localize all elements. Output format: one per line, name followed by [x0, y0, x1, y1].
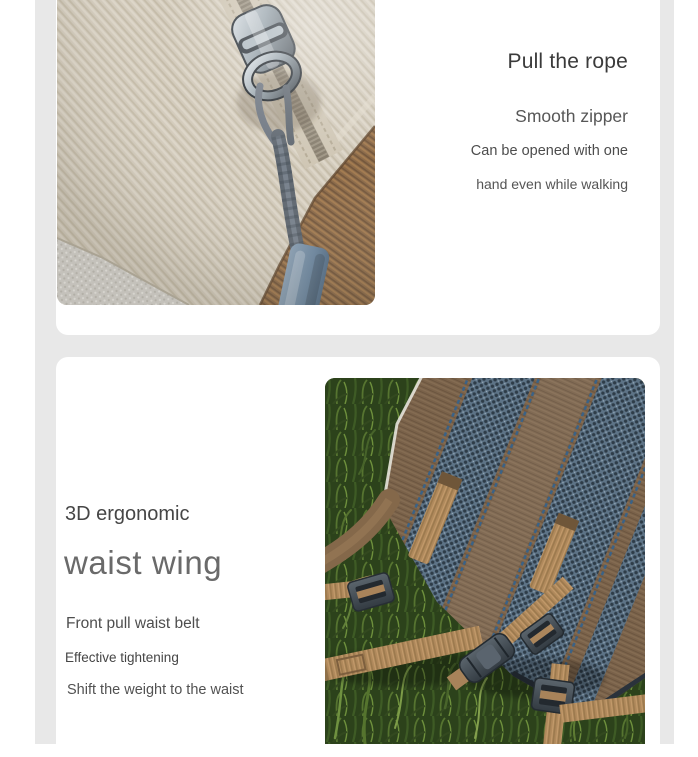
zipper-section-title: Pull the rope	[507, 50, 628, 73]
waist-desc-line2: Effective tightening	[65, 650, 179, 665]
zipper-photo-illustration	[57, 0, 375, 305]
waist-section-kicker: 3D ergonomic	[65, 503, 190, 525]
waist-section-title: waist wing	[64, 544, 223, 581]
backpack-back-panel-photo	[325, 378, 645, 744]
waist-wing-feature-card	[56, 357, 660, 757]
zipper-section-subtitle: Smooth zipper	[515, 106, 628, 126]
zipper-desc-line2: hand even while walking	[476, 176, 628, 192]
zipper-feature-card	[56, 0, 660, 335]
waist-desc-line3: Shift the weight to the waist	[67, 682, 244, 698]
backpack-photo-illustration	[325, 378, 645, 744]
waist-desc-line1: Front pull waist belt	[66, 615, 200, 632]
zipper-desc-line1: Can be opened with one	[470, 143, 628, 159]
zipper-closeup-photo	[57, 0, 375, 305]
